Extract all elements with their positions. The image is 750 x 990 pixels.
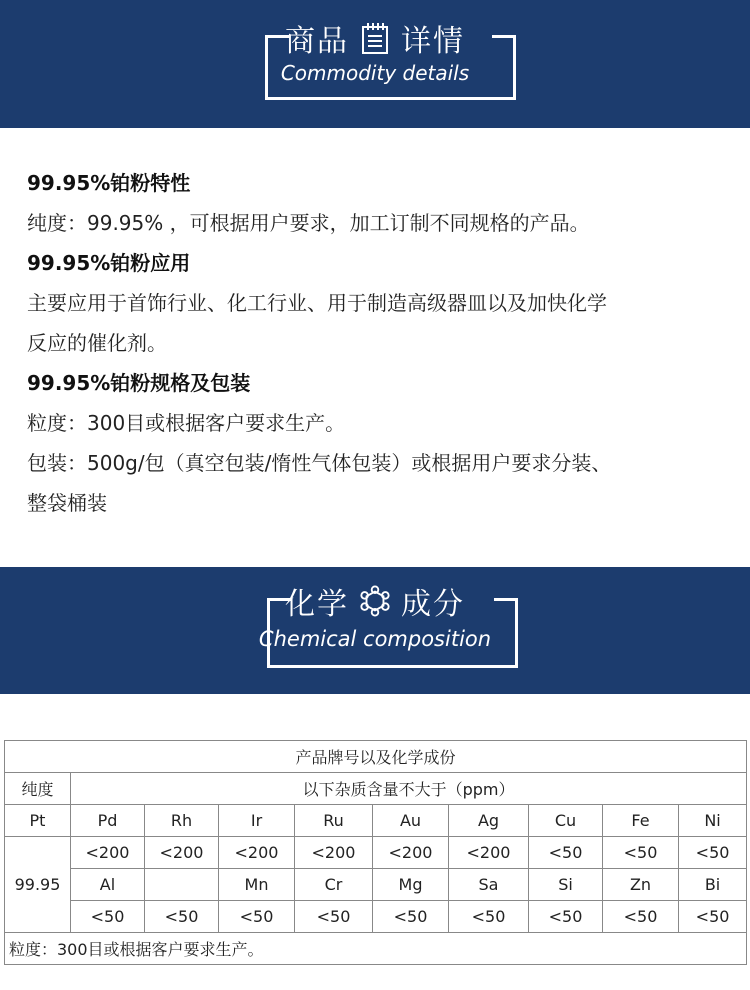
commodity-details-banner — [0, 0, 750, 128]
element-cell: Ni — [679, 805, 747, 837]
section-subtitle: Chemical composition — [258, 627, 492, 651]
element-cell: Fe — [603, 805, 679, 837]
value-cell: <50 — [679, 837, 747, 869]
section-title-right: 详情 — [401, 24, 465, 59]
element-cell: Sa — [449, 869, 529, 901]
purity-header: 纯度 — [5, 773, 71, 805]
section-subtitle: Commodity details — [280, 61, 470, 85]
element-cell: Si — [529, 869, 603, 901]
value-cell: <200 — [71, 837, 145, 869]
value-cell: <50 — [145, 901, 219, 933]
purity-text: 纯度：99.95% ，可根据用户要求，加工订制不同规格的产品。 — [27, 211, 590, 235]
application-text: 主要应用于首饰行业、化工行业、用于制造高级器皿以及加快化学 — [27, 291, 607, 315]
section-title-left: 化学 — [285, 587, 349, 622]
composition-table — [4, 740, 747, 965]
value-cell: <200 — [373, 837, 449, 869]
application-text-cont: 反应的催化剂。 — [27, 331, 167, 355]
packaging-text-cont: 整袋桶装 — [27, 491, 107, 515]
value-cell: <50 — [449, 901, 529, 933]
characteristics-heading: 99.95%铂粉特性 — [27, 171, 191, 195]
value-cell: <50 — [679, 901, 747, 933]
section-title-left: 商品 — [285, 24, 349, 59]
granularity-text: 粒度：300目或根据客户要求生产。 — [27, 411, 346, 435]
value-cell: <50 — [529, 837, 603, 869]
value-cell: <50 — [603, 837, 679, 869]
chemical-composition-banner — [0, 567, 750, 694]
impurity-header: 以下杂质含量不大于（ppm） — [71, 773, 747, 805]
value-cell: <200 — [145, 837, 219, 869]
element-cell: Al — [71, 869, 145, 901]
value-cell: <50 — [373, 901, 449, 933]
element-cell — [145, 869, 219, 901]
product-description — [27, 163, 727, 523]
element-cell: Au — [373, 805, 449, 837]
value-cell: <50 — [71, 901, 145, 933]
packaging-heading: 99.95%铂粉规格及包装 — [27, 371, 251, 395]
element-cell: Rh — [145, 805, 219, 837]
application-heading: 99.95%铂粉应用 — [27, 251, 191, 275]
value-cell: <200 — [219, 837, 295, 869]
element-cell: Cr — [295, 869, 373, 901]
table-caption: 产品牌号以及化学成份 — [5, 741, 747, 773]
element-cell: Ru — [295, 805, 373, 837]
element-cell: Cu — [529, 805, 603, 837]
element-cell: Mn — [219, 869, 295, 901]
molecule-icon — [359, 584, 391, 618]
main-element: Pt — [5, 805, 71, 837]
notepad-icon — [359, 21, 391, 55]
packaging-text: 包装：500g/包（真空包装/惰性气体包装）或根据用户要求分装、 — [27, 451, 612, 475]
value-cell: <200 — [295, 837, 373, 869]
element-cell: Zn — [603, 869, 679, 901]
purity-value: 99.95 — [5, 837, 71, 933]
element-cell: Ag — [449, 805, 529, 837]
value-cell: <50 — [219, 901, 295, 933]
value-cell: <50 — [603, 901, 679, 933]
element-cell: Bi — [679, 869, 747, 901]
value-cell: <50 — [529, 901, 603, 933]
element-cell: Pd — [71, 805, 145, 837]
section-title — [0, 16, 750, 60]
section-title-right: 成分 — [401, 587, 465, 622]
value-cell: <50 — [295, 901, 373, 933]
value-cell: <200 — [449, 837, 529, 869]
element-cell: Mg — [373, 869, 449, 901]
table-footer: 粒度：300目或根据客户要求生产。 — [5, 933, 747, 965]
element-cell: Ir — [219, 805, 295, 837]
section-title — [0, 579, 750, 623]
